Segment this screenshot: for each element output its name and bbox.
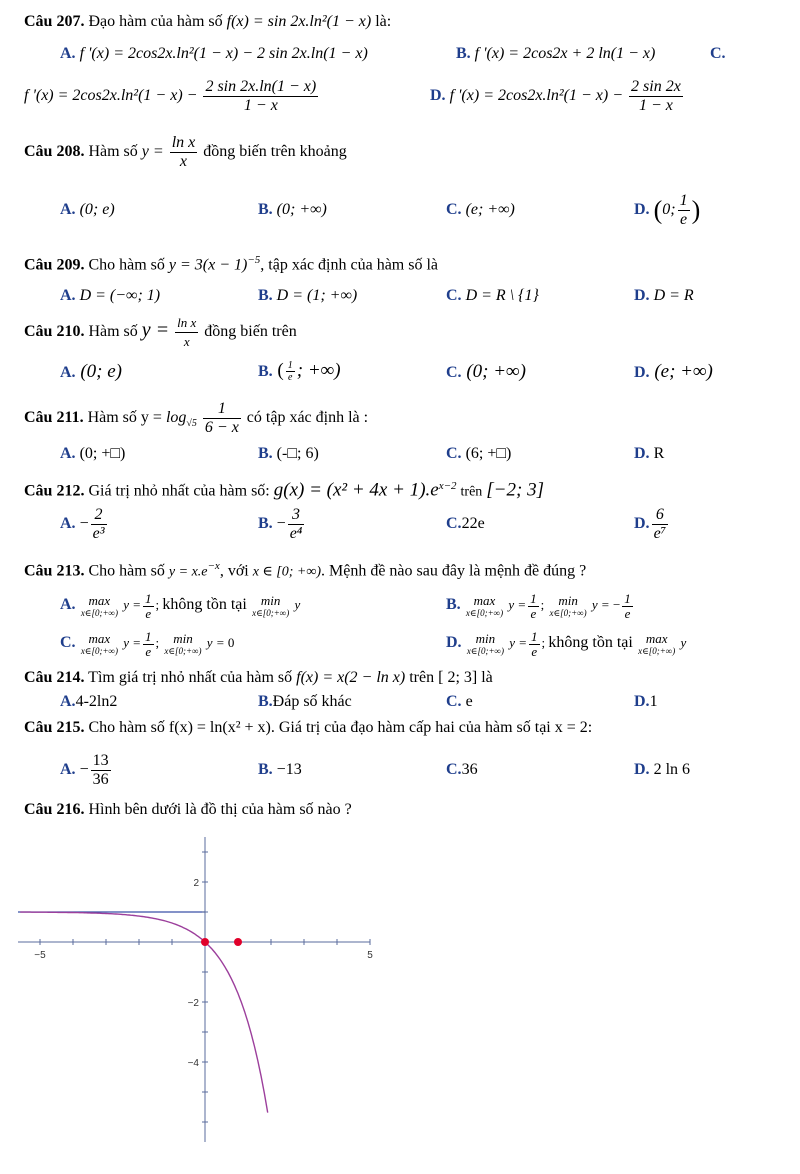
q216-stem	[24, 800, 352, 820]
q209-opt-a[interactable]	[60, 286, 160, 306]
q207-a-text: f '(x) = 2cos2x.ln²(1 − x) − 2 sin 2x.ln(1 − x)	[79, 45, 368, 62]
q214-opt-d[interactable]	[634, 692, 658, 712]
q213-opt-d[interactable]: D. min x∈[0;+∞) y = $\frac{1}{e}$ ; không tồn tại max x∈[0;+∞) y	[446, 628, 687, 659]
q207-d-frac	[629, 78, 683, 115]
q213-b-frac2	[622, 592, 633, 621]
q214-num: Câu 214.	[24, 669, 85, 686]
q213-b-min-under: x∈[0;+∞)	[549, 608, 587, 619]
q216-num: Câu 216.	[24, 801, 85, 818]
point-origin	[201, 938, 209, 946]
q216-text: Hình bên dưới là đồ thị của hàm số nào ?	[88, 801, 352, 818]
q213-exp: −x	[207, 560, 220, 572]
q208-c-text: (e; +∞)	[465, 201, 515, 218]
q211-num-part: 1	[203, 400, 241, 419]
q215-c-text: 36	[461, 761, 478, 778]
q215-tail: . Giá trị của đạo hàm cấp hai của hàm số tại x = 2:	[270, 719, 593, 736]
q213-d-min	[467, 632, 504, 656]
q208-d-frac	[678, 192, 690, 229]
q207-func: f(x) = sin 2x.ln²(1 − x)	[226, 13, 372, 30]
q213-c-min-under: x∈[0;+∞)	[164, 646, 202, 657]
label-d: D.	[634, 445, 650, 462]
label-c: C.	[446, 693, 462, 710]
q207-opt-c-label[interactable]	[710, 44, 726, 64]
q213-c-one: 1	[145, 628, 152, 644]
q208-a-text: (0; e)	[79, 201, 115, 218]
label-c: C.	[446, 364, 462, 381]
q213-opt-c[interactable]: C. max x∈[0;+∞) y = $\frac{1}{e}$ ; min x∈[0;+∞) y = 0	[60, 628, 235, 659]
label-c: C.	[60, 634, 76, 651]
q213-c-max-word: max	[88, 631, 111, 647]
q210-opt-a[interactable]	[60, 362, 122, 383]
q209-num: Câu 209.	[24, 256, 85, 274]
q214-func: f(x) = x(2 − ln x)	[296, 669, 406, 686]
q208-text: Hàm số	[88, 143, 138, 160]
q208-opt-b[interactable]	[258, 200, 327, 220]
q215-a-frac	[91, 752, 111, 789]
q208-num: Câu 208.	[24, 143, 85, 160]
q213-stem	[24, 556, 586, 582]
q207-text: Đạo hàm của hàm số	[88, 13, 223, 30]
q208-d-pre: 0;	[662, 201, 676, 218]
q210-num: Câu 210.	[24, 323, 85, 340]
q210-b-num: 1	[287, 360, 293, 372]
q209-exp: −5	[247, 254, 261, 266]
q210-opt-b[interactable]: B. ( $\frac{1}{e}$ ; +∞)	[258, 360, 341, 384]
label-a: A.	[60, 596, 76, 613]
q207-stem	[24, 12, 391, 32]
tick-label-y-neg2: −2	[187, 998, 199, 1009]
q211-den-part: 6 − x	[204, 418, 239, 436]
q215-a-num: 13	[92, 751, 109, 769]
q215-stem	[24, 718, 592, 738]
q211-opt-d[interactable]	[634, 444, 664, 464]
q214-stem	[24, 668, 493, 688]
label-a: A.	[60, 201, 76, 218]
q211-base: √5	[186, 418, 197, 430]
q213-a-max-under: x∈[0;+∞)	[80, 608, 118, 619]
q208-num-part: ln x	[171, 133, 196, 151]
label-d: D.	[634, 364, 650, 381]
q207-opt-b[interactable]	[456, 44, 655, 64]
q213-text: Cho hàm số	[88, 562, 165, 580]
q213-b-one: 1	[530, 590, 537, 606]
q214-text: Tìm giá trị nhỏ nhất của hàm số	[88, 669, 293, 686]
label-c: C.	[446, 445, 462, 462]
q213-a-yeq: y =	[123, 597, 142, 612]
q213-b-max-under: x∈[0;+∞)	[465, 608, 504, 619]
q212-exp: x−2	[438, 480, 457, 492]
q207-c-num: 2 sin 2x.ln(1 − x)	[205, 77, 317, 95]
label-c: C.	[446, 515, 462, 532]
q211-frac	[203, 400, 241, 437]
q211-opt-b[interactable]	[258, 444, 319, 464]
label-c: C.	[446, 201, 462, 218]
q213-d-frac	[529, 630, 540, 659]
q214-a-text: 4-2ln2	[75, 693, 118, 710]
label-d: D.	[634, 761, 650, 778]
q213-b-e: e	[530, 605, 537, 621]
q209-a-text: D = (−∞; 1)	[79, 287, 161, 304]
q212-tail-word: trên	[460, 484, 483, 500]
label-a: A.	[60, 693, 76, 710]
q215-opt-d[interactable]	[634, 760, 690, 780]
q212-d-den: e⁷	[653, 524, 667, 542]
q210-stem	[24, 310, 297, 352]
q207-tail: là:	[375, 13, 392, 30]
q213-num: Câu 213.	[24, 562, 85, 580]
q212-b-frac	[288, 506, 305, 543]
q213-b-min	[550, 594, 587, 618]
q209-b-text: D = (1; +∞)	[276, 287, 358, 304]
q210-frac	[175, 314, 198, 351]
q213-b-max-word: max	[473, 593, 496, 609]
q210-a-text: (0; e)	[80, 361, 122, 382]
tick-label-y-2: 2	[193, 878, 199, 889]
label-d: D.	[430, 87, 446, 104]
q208-tail: đồng biến trên khoảng	[203, 143, 347, 160]
q213-d-e: e	[531, 643, 538, 659]
q212-a-num: 2	[91, 506, 107, 525]
q207-d-den: 1 − x	[638, 96, 673, 114]
q207-num: Câu 207.	[24, 13, 85, 30]
q212-opt-a[interactable]: A. − $\frac{2}{\text{e³}}$	[60, 505, 105, 542]
q212-stem	[24, 470, 544, 508]
label-b: B.	[258, 761, 273, 778]
q213-b-e2: e	[624, 605, 631, 621]
q208-frac	[170, 134, 198, 171]
point-one	[234, 938, 242, 946]
label-d: D.	[446, 634, 462, 651]
q211-c-text: (6; +□)	[465, 445, 512, 462]
label-c: C.	[446, 761, 462, 778]
q213-d-min-word: min	[475, 631, 496, 647]
tick-label-x-pos: 5	[367, 950, 373, 961]
q213-tail: . Mệnh đề nào sau đây là mệnh đề đúng ?	[321, 562, 587, 580]
q214-tail: trên [ 2; 3] là	[409, 669, 493, 686]
q210-b-frac	[286, 360, 295, 383]
q213-d-one: 1	[531, 628, 538, 644]
q209-func: y = 3(x − 1)	[168, 256, 248, 274]
q213-d-yeq: y =	[509, 635, 528, 650]
q213-a-min-word: min	[260, 593, 281, 609]
q208-den-part: x	[179, 152, 188, 170]
q213-domain: x ∈ [0; +∞)	[252, 564, 321, 580]
q213-opt-b[interactable]: B. max x∈[0;+∞) y = $\frac{1}{e}$ ; min x∈[0;+∞) y = − $\frac{1}{e}$	[446, 590, 631, 621]
q209-text: Cho hàm số	[88, 256, 165, 274]
q213-b-frac1	[528, 592, 539, 621]
q210-opt-c[interactable]	[446, 362, 526, 383]
q215-a-den: 36	[92, 770, 109, 788]
q213-a-max-word: max	[88, 593, 111, 609]
q207-d-pre: f '(x) = 2cos2x.ln²(1 − x) −	[449, 87, 624, 104]
q209-opt-c[interactable]	[446, 286, 539, 306]
label-d: D.	[634, 515, 650, 532]
q210-text: Hàm số	[88, 323, 138, 340]
q209-opt-d[interactable]	[634, 286, 694, 306]
q209-c-text: D = R \ {1}	[465, 287, 539, 304]
q213-b-max	[466, 594, 503, 618]
q208-opt-c[interactable]	[446, 200, 515, 220]
q212-a-den: e³	[92, 524, 105, 542]
q208-d-den: e	[680, 210, 688, 228]
q211-log: log	[165, 409, 187, 426]
label-d: D.	[634, 287, 650, 304]
label-b: B.	[258, 693, 273, 710]
q208-b-text: (0; +∞)	[276, 201, 327, 218]
q207-b-text: f '(x) = 2cos2x + 2 ln(1 − x)	[474, 45, 656, 62]
q215-opt-a[interactable]: A. − $\frac{13}{36}$	[60, 751, 109, 788]
q209-opt-b[interactable]	[258, 286, 357, 306]
q207-opt-c[interactable]	[24, 76, 320, 116]
label-b: B.	[258, 515, 273, 532]
label-a: A.	[60, 364, 76, 381]
q207-d-num: 2 sin 2x	[631, 77, 681, 95]
q213-d-max	[638, 632, 675, 656]
q213-a-min-under: x∈[0;+∞)	[252, 608, 290, 619]
q212-opt-b[interactable]: B. − $\frac{3}{\text{e⁴}}$	[258, 505, 303, 542]
label-c: C.	[710, 45, 726, 62]
q210-lhs: y =	[141, 319, 170, 341]
q210-d-text: (e; +∞)	[654, 361, 713, 382]
q214-opt-a[interactable]	[60, 692, 117, 712]
q211-tail: có tập xác định là :	[246, 409, 369, 426]
q211-opt-a[interactable]	[60, 444, 125, 464]
label-a: A.	[60, 761, 76, 778]
q213-c-min	[164, 632, 201, 656]
q210-b-tail: ; +∞)	[296, 360, 341, 381]
q215-opt-b[interactable]	[258, 760, 302, 780]
q212-opt-d[interactable]	[634, 504, 670, 544]
label-b: B.	[258, 287, 273, 304]
q215-b-text: −13	[276, 761, 302, 778]
q211-num: Câu 211.	[24, 409, 84, 426]
q207-opt-a[interactable]	[60, 44, 368, 64]
q211-stem	[24, 398, 368, 444]
q215-text: Cho hàm số	[88, 719, 165, 736]
q214-c-text: e	[465, 693, 473, 710]
label-b: B.	[446, 596, 461, 613]
q210-opt-d[interactable]	[634, 362, 713, 383]
q214-opt-c[interactable]	[446, 692, 473, 712]
q213-c-yeq2: y =	[206, 635, 225, 650]
q211-text: Hàm số y =	[87, 409, 162, 426]
q213-a-none: không tồn tại	[162, 596, 247, 613]
q214-b-text: Đáp số khác	[272, 693, 352, 710]
q215-d-text: 2 ln 6	[653, 761, 691, 778]
q207-c-frac	[203, 78, 318, 115]
q213-opt-a[interactable]: A. max x∈[0;+∞) y = $\frac{1}{e}$ ; không tồn tại min x∈[0;+∞) y	[60, 590, 301, 621]
q209-stem	[24, 250, 438, 275]
label-b: B.	[258, 363, 273, 380]
q210-b-den: e	[288, 372, 293, 384]
q211-a-text: (0; +□)	[79, 445, 126, 462]
q213-c-yeq: y =	[123, 635, 142, 650]
q208-opt-d[interactable]: D. (0; $\frac{1}{e}$ )	[634, 191, 701, 228]
q212-opt-c[interactable]	[446, 514, 485, 534]
tick-label-x-neg: −5	[34, 950, 46, 961]
q213-d-max-under: x∈[0;+∞)	[638, 646, 676, 657]
label-c: C.	[446, 287, 462, 304]
q212-func: g(x) = (x² + 4x + 1).e	[273, 479, 439, 501]
q213-c-max-under: x∈[0;+∞)	[80, 646, 118, 657]
q213-a-frac	[143, 592, 154, 621]
q207-opt-d[interactable]	[430, 76, 685, 116]
q207-c-den: 1 − x	[243, 96, 278, 114]
q213-b-yeq2: y =	[591, 597, 610, 612]
q209-tail: , tập xác định của hàm số là	[260, 256, 439, 274]
q213-c-max	[81, 632, 118, 656]
q213-a-e: e	[145, 605, 152, 621]
q208-opt-a[interactable]	[60, 200, 115, 220]
label-b: B.	[456, 45, 471, 62]
q214-d-text: 1	[649, 693, 658, 710]
q212-d-num: 6	[652, 506, 669, 525]
q211-d-text: R	[653, 445, 665, 462]
q212-d-frac	[652, 506, 669, 543]
label-b: B.	[258, 201, 273, 218]
q207-c-pre: f '(x) = 2cos2x.ln²(1 − x) −	[24, 87, 198, 104]
q212-c-text: 22e	[461, 515, 485, 532]
label-a: A.	[60, 287, 76, 304]
q212-b-num: 3	[288, 506, 305, 525]
label-b: B.	[258, 445, 273, 462]
q213-b-yeq: y =	[508, 597, 527, 612]
q213-func: y = x.e	[168, 564, 208, 580]
q213-d-max-word: max	[645, 631, 668, 647]
label-a: A.	[60, 45, 76, 62]
label-a: A.	[60, 515, 76, 532]
q208-lhs: y =	[141, 143, 164, 160]
q213-a-max	[81, 594, 118, 618]
label-a: A.	[60, 445, 76, 462]
function-graph	[18, 832, 378, 1142]
q212-b-den: e⁴	[289, 524, 303, 542]
label-d: D.	[634, 693, 650, 710]
q213-mid: , với	[219, 562, 249, 580]
q215-num: Câu 215.	[24, 719, 85, 736]
q213-c-frac	[143, 630, 154, 659]
tick-label-y-neg4: −4	[187, 1058, 199, 1069]
q213-a-one: 1	[145, 590, 152, 606]
q212-a-frac	[91, 506, 107, 543]
label-d: D.	[634, 201, 650, 218]
q211-opt-c[interactable]	[446, 444, 511, 464]
q208-d-num: 1	[679, 191, 688, 209]
q214-opt-b[interactable]	[258, 692, 352, 712]
q215-opt-c[interactable]	[446, 760, 478, 780]
q213-d-none: không tồn tại	[548, 634, 633, 651]
q211-b-text: (-□; 6)	[276, 445, 319, 462]
q213-d-min-under: x∈[0;+∞)	[466, 646, 504, 657]
q213-b-min-word: min	[558, 593, 578, 609]
q210-c-text: (0; +∞)	[466, 361, 526, 382]
q209-d-text: D = R	[653, 287, 694, 304]
q212-text: Giá trị nhỏ nhất của hàm số:	[88, 482, 270, 500]
q210-den-part: x	[183, 333, 190, 349]
q213-a-min	[252, 594, 289, 618]
q212-num: Câu 212.	[24, 482, 85, 500]
q213-c-e: e	[145, 643, 152, 659]
q210-num-part: ln x	[175, 314, 198, 333]
q210-tail: đồng biến trên	[204, 323, 297, 340]
q213-c-min-word: min	[173, 631, 193, 647]
q213-b-one2: 1	[624, 590, 631, 606]
q215-func: f(x) = ln(x² + x)	[168, 719, 271, 736]
q212-interval: [−2; 3]	[486, 479, 544, 501]
q208-stem	[24, 132, 347, 172]
